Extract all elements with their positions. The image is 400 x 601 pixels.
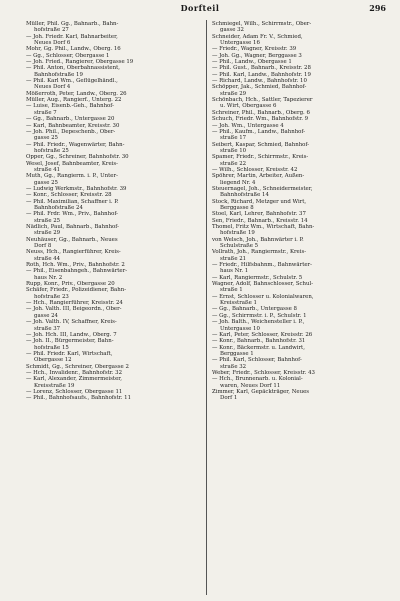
directory-entry bbox=[26, 395, 202, 401]
directory-entry bbox=[26, 338, 202, 351]
entry-continuation: hofstraße 23 bbox=[34, 293, 69, 300]
entry-continuation: Kreisstraße 1 bbox=[220, 300, 257, 307]
entry-line: Neuhäuser, Gg., Bahnarb., Neues bbox=[26, 236, 118, 243]
entry-line: Stock, Richard, Metzger und Wirt, bbox=[212, 198, 307, 205]
entry-continuation: hofstraße 19 bbox=[220, 230, 255, 237]
directory-entry bbox=[212, 97, 388, 110]
entry-continuation: gasse 25 bbox=[34, 179, 58, 186]
directory-entry bbox=[212, 186, 388, 199]
entry-line: — Phil. Karl, Schlosser, Bahnhof- bbox=[212, 357, 302, 364]
entry-line: — Hch., Rangierführer, Kreisstr. 24 bbox=[26, 300, 123, 307]
entry-continuation: hofstraße 15 bbox=[34, 344, 69, 351]
entry-line: — Gg., Bahnarb., Untergasse 8 bbox=[212, 306, 297, 313]
entry-line: — Phil., Eisenbahngeh., Bahnwärter- bbox=[26, 268, 128, 275]
entry-continuation: Dorf 8 bbox=[34, 243, 52, 250]
entry-continuation: gasse 24 bbox=[34, 312, 58, 319]
entry-continuation: gasse 25 bbox=[34, 135, 58, 142]
entry-line: Spamer, Friedr., Schirrmstr., Kreis- bbox=[212, 154, 309, 161]
entry-line: — Konr., Bahnarb., Bahnhofstr. 31 bbox=[212, 338, 306, 345]
entry-line: — Gg., Schirrmstr. i. P., Schulstr. 1 bbox=[212, 312, 307, 319]
entry-continuation: hofstraße 25 bbox=[34, 147, 69, 154]
directory-entry bbox=[212, 21, 388, 34]
entry-line: Mößerroth, Peter, Landw., Oberg. 26 bbox=[26, 90, 127, 97]
entry-continuation: Neues Dorf 4 bbox=[34, 84, 71, 91]
entry-continuation: Bahnhofstraße 24 bbox=[34, 204, 83, 211]
entry-line: Opper, Gg., Schreiner, Bahnhofstr. 30 bbox=[26, 154, 129, 161]
entry-line: Stoel, Karl, Lehrer, Bahnhofstr. 37 bbox=[212, 211, 306, 218]
entry-line: Spöhrer, Martin, Arbeiter, Außen- bbox=[212, 173, 305, 180]
entry-line: Schmidt, Gg., Schreiner, Obergasse 2 bbox=[26, 363, 129, 370]
left-column bbox=[26, 21, 202, 402]
entry-continuation: Untergasse 10 bbox=[220, 325, 260, 332]
entry-line: — Joh. Gg., Wagner, Berggasse 3 bbox=[212, 52, 302, 59]
entry-continuation: Bahnhofstraße 19 bbox=[34, 71, 83, 78]
entry-line: — Karl, Peter, Schlosser, Kreisstr. 26 bbox=[212, 331, 313, 338]
entry-continuation: waren, Neues Dorf 11 bbox=[220, 382, 281, 389]
entry-line: Schuch, Friedr. Wm., Bahnhofstr. 9 bbox=[212, 116, 309, 123]
entry-continuation: straße 1 bbox=[220, 287, 243, 294]
directory-entry bbox=[26, 376, 202, 389]
page-number: 296 bbox=[369, 3, 386, 13]
entry-continuation: straße 21 bbox=[220, 255, 247, 262]
directory-entry bbox=[212, 249, 388, 262]
entry-continuation: Untergasse 16 bbox=[220, 40, 260, 47]
entry-line: Schönbach, Hch., Sattler, Tapezierer bbox=[212, 97, 313, 104]
entry-line: — Phil. Frdr. Wm., Priv., Bahnhof- bbox=[26, 211, 118, 218]
entry-line: Zimmer, Karl, Gepäckträger, Neues bbox=[212, 388, 310, 395]
entry-continuation: straße 37 bbox=[34, 325, 61, 332]
directory-entry bbox=[26, 287, 202, 300]
entry-line: — Lorenz, Schlosser, Obergasse 11 bbox=[26, 388, 123, 395]
entry-continuation: u. Wirt, Obergasse 6 bbox=[220, 103, 277, 110]
directory-entry bbox=[26, 78, 202, 91]
entry-continuation: Dorf 1 bbox=[220, 395, 238, 402]
entry-line: — Joh. Phil., Depeschenb., Ober- bbox=[26, 128, 116, 135]
entry-line: Steuernagel, Joh., Schneidermeister, bbox=[212, 185, 313, 192]
entry-continuation: straße 32 bbox=[220, 363, 247, 370]
directory-entry bbox=[26, 319, 202, 332]
directory-entry bbox=[212, 199, 388, 212]
entry-line: — Karl, Bahnbeamter, Kreisstr. 30 bbox=[26, 122, 120, 129]
entry-line: — Phil. Friedr., Wagenwärter, Bahn- bbox=[26, 141, 125, 148]
directory-entry bbox=[26, 65, 202, 78]
directory-entry bbox=[26, 173, 202, 186]
entry-line: — Wilh., Schlosser, Kreisstr. 42 bbox=[212, 166, 298, 173]
entry-continuation: liegend Nr. 4 bbox=[220, 179, 256, 186]
directory-entry bbox=[212, 224, 388, 237]
directory-entry bbox=[212, 262, 388, 275]
entry-line: Müller, Phil. Gg., Bahnarb., Bahn- bbox=[26, 21, 119, 27]
directory-entry bbox=[26, 21, 202, 34]
entry-continuation: straße 29 bbox=[34, 230, 61, 237]
entry-line: Neuss, Hch., Rangierführer, Kreis- bbox=[26, 249, 121, 256]
directory-entry bbox=[26, 249, 202, 262]
entry-line: — Hch., Brunnenarb. u. Kolonial- bbox=[212, 376, 303, 383]
entry-line: — Richard, Landw., Bahnhofstr. 10 bbox=[212, 78, 307, 85]
directory-entry bbox=[212, 345, 388, 358]
entry-line: Roth, Hch. Wm., Priv., Bahnhofstr. 2 bbox=[26, 262, 125, 269]
directory-entry bbox=[26, 211, 202, 224]
column-divider bbox=[206, 20, 207, 595]
directory-entry bbox=[26, 103, 202, 116]
entry-continuation: hofstraße 27 bbox=[34, 27, 69, 34]
entry-line: — Joh. Valth. IV, Schaffner, Kreis- bbox=[26, 319, 117, 326]
entry-line: — Karl, Rangiermstr., Schulstr. 5 bbox=[212, 274, 303, 281]
entry-continuation: straße 44 bbox=[34, 255, 61, 262]
directory-entry bbox=[26, 306, 202, 319]
directory-entry bbox=[26, 268, 202, 281]
entry-line: Müller, Aug., Rangierf., Unterg. 22 bbox=[26, 97, 122, 104]
entry-continuation: Kreisstraße 19 bbox=[34, 382, 75, 389]
entry-line: Nädlich, Paul, Bahnarb., Bahnhof- bbox=[26, 224, 119, 230]
entry-line: Seibert, Kaspar, Schmied, Bahnhof- bbox=[212, 141, 310, 148]
entry-line: — Ernst, Schlosser u. Kolonialwaren, bbox=[212, 293, 314, 300]
entry-line: — Karl, Alexander, Zimmermeister, bbox=[26, 376, 122, 383]
entry-line: — Hch., Invalidenr., Bahnhofstr. 32 bbox=[26, 369, 123, 376]
entry-continuation: Berggasse 1 bbox=[220, 350, 254, 357]
entry-continuation: Obergasse 12 bbox=[34, 357, 72, 364]
entry-line: — Friedr., Hilfsbahnm., Bahnwärter- bbox=[212, 262, 312, 269]
entry-continuation: straße 41 bbox=[34, 166, 61, 173]
page-header bbox=[0, 3, 400, 15]
entry-continuation: gasse 32 bbox=[220, 27, 244, 34]
directory-entry bbox=[212, 237, 388, 250]
directory-entry bbox=[212, 357, 388, 370]
directory-entry bbox=[26, 351, 202, 364]
entry-line: — Phil. Anton, Oberbahnassistent, bbox=[26, 65, 120, 72]
entry-line: — Phil. Karl, Landw., Bahnhofstr. 19 bbox=[212, 71, 311, 78]
entry-line: Vollrath, Joh., Rangiermstr., Kreis- bbox=[212, 249, 307, 256]
entry-continuation: straße 25 bbox=[34, 217, 61, 224]
directory-entry bbox=[26, 161, 202, 174]
directory-entry bbox=[26, 142, 202, 155]
directory-entry bbox=[212, 294, 388, 307]
entry-line: Rupp, Konr., Priv., Obergasse 20 bbox=[26, 281, 115, 288]
entry-line: — Ludwig Werkmstr., Bahnhofstr. 39 bbox=[26, 185, 127, 192]
directory-entry bbox=[26, 34, 202, 47]
entry-line: — Konr., Bäckermstr. u. Landwirt, bbox=[212, 344, 305, 351]
entry-line: von Welsch, Joh., Bahnwärter i. P. bbox=[212, 236, 304, 243]
entry-continuation: straße 17 bbox=[220, 135, 247, 142]
page-title: Dorfteil bbox=[180, 3, 220, 13]
entry-continuation: haus Nr. 2 bbox=[34, 274, 63, 281]
entry-line: — Phil. Karl Wm., Geflügelhändl., bbox=[26, 78, 118, 85]
entry-line: Thomel, Fritz Wm., Wirtschaft, Bahn- bbox=[212, 224, 315, 230]
entry-line: — Phil., Landw., Obergasse 1 bbox=[212, 59, 292, 66]
directory-entry bbox=[26, 199, 202, 212]
entry-line: — Friedr., Wagner, Kreisstr. 39 bbox=[212, 46, 297, 53]
entry-line: Schöpper, Jak., Schmied, Bahnhof- bbox=[212, 84, 307, 91]
entry-line: — Joh. Balth., Weichensteller i. P., bbox=[212, 319, 305, 326]
entry-line: Wesel, Josef, Bahnbeamter, Kreis- bbox=[26, 160, 118, 167]
entry-line: — Phil. Friedr. Karl, Wirtschaft, bbox=[26, 350, 113, 357]
entry-line: — Joh. Fried., Rangierer, Obergasse 19 bbox=[26, 59, 134, 66]
entry-continuation: Bahnhofstraße 14 bbox=[220, 192, 269, 199]
directory-entry bbox=[212, 142, 388, 155]
directory-entry bbox=[26, 129, 202, 142]
entry-line: — Joh. Friedr. Karl, Bahnarbeiter, bbox=[26, 33, 118, 40]
entry-continuation: straße 10 bbox=[220, 147, 247, 154]
entry-continuation: haus Nr. 1 bbox=[220, 268, 249, 275]
directory-entry bbox=[212, 154, 388, 167]
entry-continuation: straße 29 bbox=[220, 90, 247, 97]
entry-line: — Gg., Bahnarb., Untergasse 20 bbox=[26, 116, 115, 123]
entry-line: Mohr, Gg. Phil., Landw., Oberg. 16 bbox=[26, 46, 121, 53]
entry-line: — Joh. II., Bürgermeister, Bahn- bbox=[26, 338, 114, 345]
directory-entry bbox=[212, 281, 388, 294]
entry-continuation: Neues Dorf 6 bbox=[34, 40, 71, 47]
entry-line: — Joh. Valth. III, Beigeordn., Ober- bbox=[26, 306, 122, 313]
directory-entry bbox=[212, 34, 388, 47]
directory-entry bbox=[212, 376, 388, 389]
entry-continuation: straße 7 bbox=[34, 109, 57, 116]
entry-continuation: Schulstraße 5 bbox=[220, 243, 259, 250]
entry-line: Sen, Friedr., Bahnarb., Kreisstr. 14 bbox=[212, 217, 308, 224]
entry-line: — Luise, Eisenb.-Geh., Bahnhof- bbox=[26, 103, 114, 110]
right-column bbox=[212, 21, 388, 402]
directory-entry bbox=[26, 237, 202, 250]
directory-entry bbox=[26, 224, 202, 237]
entry-line: Schneider, Adam Fr. V., Schmied, bbox=[212, 33, 303, 40]
entry-line: Weber, Friedr., Schlosser, Kreisstr. 43 bbox=[212, 369, 315, 376]
entry-continuation: straße 22 bbox=[220, 160, 247, 167]
directory-entry bbox=[212, 173, 388, 186]
entry-line: — Phil., Bahnhofsaufs., Bahnhofstr. 11 bbox=[26, 395, 132, 402]
entry-line: — Phil. Maximilian, Schaffner i. P. bbox=[26, 198, 119, 205]
entry-line: Wagner, Adolf, Bahnschlosser, Schul- bbox=[212, 281, 314, 288]
entry-line: — Phil. Gust., Bahnarb., Kreisstr. 28 bbox=[212, 65, 311, 72]
entry-line: — Phil., Kaufm., Landw., Bahnhof- bbox=[212, 128, 306, 135]
directory-entry bbox=[212, 389, 388, 402]
entry-line: Schäfer, Friedr., Polizeidiener, Bahn- bbox=[26, 287, 127, 294]
directory-entry bbox=[212, 84, 388, 97]
entry-line: Schreiner, Phil., Bahnarb., Oberg. 6 bbox=[212, 109, 310, 116]
entry-line: — Joh. Hch. III, Landw., Oberg. 7 bbox=[26, 331, 117, 338]
directory-entry bbox=[212, 319, 388, 332]
entry-line: Muth, Gg., Rangierm. i. P., Unter- bbox=[26, 173, 118, 180]
entry-line: — Konr., Schlosser, Kreisstr. 28 bbox=[26, 192, 112, 199]
entry-line: — Gg., Schlosser, Obergasse 1 bbox=[26, 52, 110, 59]
entry-line: Schmiegel, Wilh., Schirrmstr., Ober- bbox=[212, 21, 312, 27]
entry-continuation: Berggasse 8 bbox=[220, 204, 254, 211]
directory-entry bbox=[212, 129, 388, 142]
entry-line: — Joh. Wm., Untergasse 4 bbox=[212, 122, 284, 129]
